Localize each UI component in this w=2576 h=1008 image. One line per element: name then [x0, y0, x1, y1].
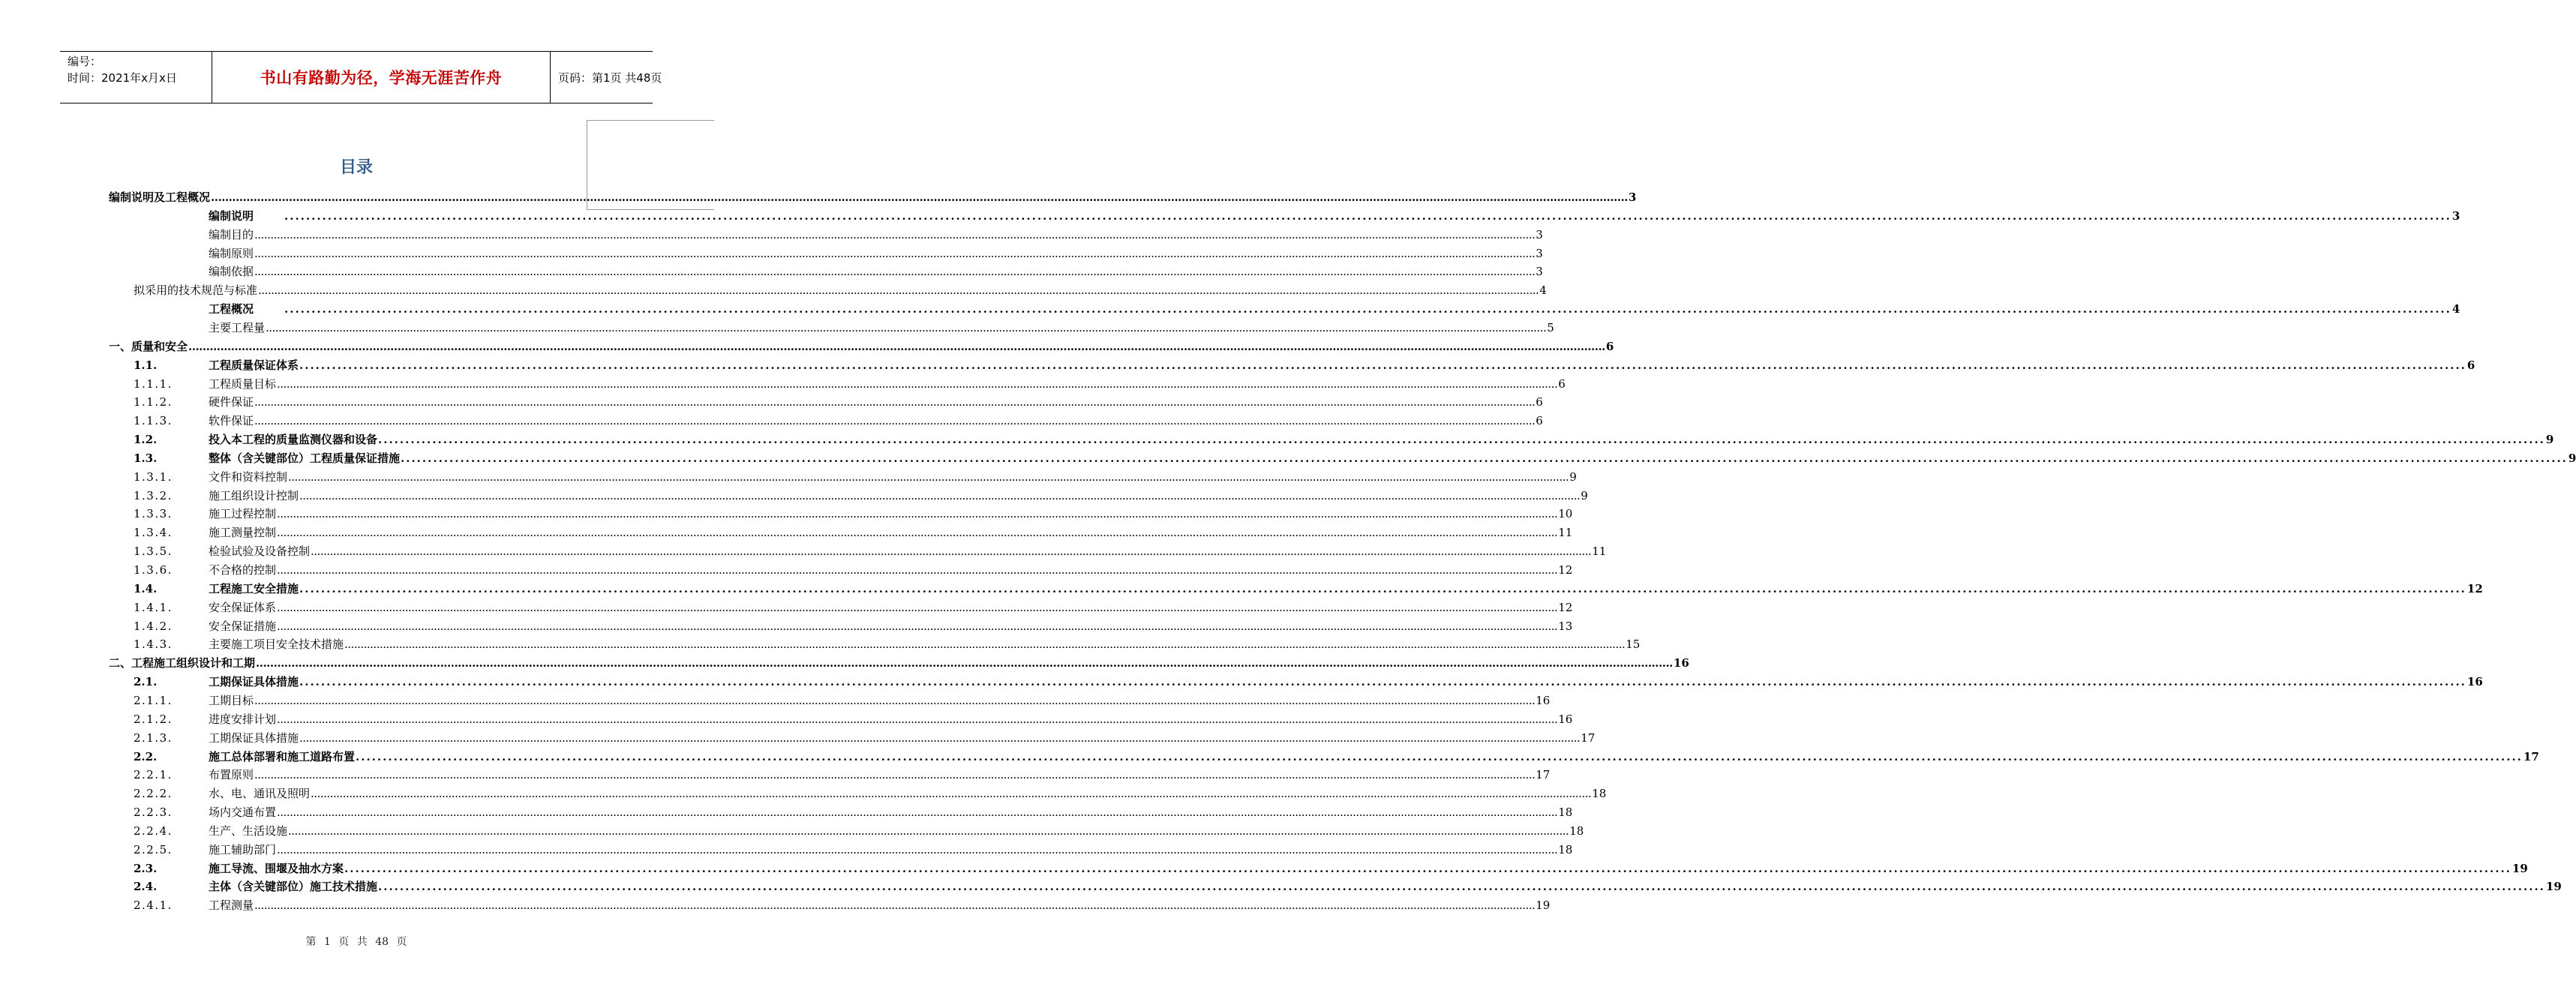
toc-entry-number: 2.1.1.	[134, 693, 173, 707]
toc-entry-page: 9	[2545, 433, 2554, 447]
toc-entry[interactable]	[134, 226, 1543, 244]
toc-entry-number: 2.3.	[134, 861, 158, 875]
toc-entry-number: 1.2.	[134, 433, 158, 447]
toc-entry-title: 检验试验及设备控制	[209, 544, 311, 559]
toc-leader-dots: ................................................................................................................................................................................................................................................................................................................................................................................................................	[311, 787, 1592, 801]
toc-entry-page: 10	[1558, 507, 1573, 521]
toc-entry-page: 9	[2568, 451, 2576, 465]
toc-entry-number: 1.4.1.	[134, 600, 173, 614]
toc-entry[interactable]	[134, 766, 1551, 784]
toc-leader-dots: ................................................................................................................................................................................................................................................................................................................................................................................................................	[284, 302, 2451, 316]
toc-entry[interactable]	[134, 375, 1566, 393]
toc-leader-dots: ................................................................................................................................................................................................................................................................................................................................................................................................................	[254, 395, 1536, 410]
toc-entry-number: 2.1.	[134, 675, 158, 689]
toc-entry-title: 进度安排计划	[209, 712, 277, 726]
toc-entry-number: 1.3.5.	[134, 544, 173, 559]
toc-leader-dots: ................................................................................................................................................................................................................................................................................................................................................................................................................	[277, 806, 1558, 820]
toc-entry[interactable]	[134, 262, 1543, 280]
toc-entry-page: 16	[1558, 712, 1573, 726]
toc-leader-dots: ................................................................................................................................................................................................................................................................................................................................................................................................................	[254, 898, 1536, 913]
toc-entry-title: 不合格的控制	[209, 563, 277, 577]
toc-entry-number: 1.1.2.	[134, 395, 173, 410]
toc-entry-page: 12	[1558, 600, 1573, 614]
toc-entry-title: 施工总体部署和施工道路布置	[209, 749, 356, 764]
toc-entry-number: 2.4.1.	[134, 898, 173, 913]
page-header	[60, 51, 662, 104]
toc-entry-page: 6	[1558, 376, 1566, 391]
toc-entry-title: 工期保证具体措施	[209, 675, 299, 689]
toc-entry-page: 3	[1536, 227, 1543, 242]
toc-entry-page: 3	[1628, 190, 1637, 204]
toc-leader-dots: ................................................................................................................................................................................................................................................................................................................................................................................................................	[211, 190, 1628, 204]
toc-entry-title: 一、质量和安全	[109, 339, 188, 353]
toc-entry[interactable]	[134, 878, 2562, 896]
toc-leader-dots: ................................................................................................................................................................................................................................................................................................................................................................................................................	[277, 600, 1558, 614]
toc-entry-page: 15	[1626, 638, 1641, 652]
toc-entry-title: 工程施工安全措施	[209, 581, 299, 596]
toc-leader-dots: ................................................................................................................................................................................................................................................................................................................................................................................................................	[401, 451, 2568, 465]
toc-entry-number: 1.1.3.	[134, 414, 173, 428]
toc-leader-dots: ................................................................................................................................................................................................................................................................................................................................................................................................................	[277, 526, 1558, 540]
toc-leader-dots: ................................................................................................................................................................................................................................................................................................................................................................................................................	[378, 433, 2545, 447]
toc-entry-page: 19	[2511, 861, 2528, 875]
header-page-number: 页码：第1页 共48页	[558, 70, 662, 85]
toc-entry-page: 16	[1536, 693, 1551, 707]
toc-entry-title: 工期保证具体措施	[209, 730, 299, 745]
toc-entry[interactable]	[109, 338, 1614, 356]
toc-entry-title: 编制说明	[209, 208, 254, 223]
toc-entry[interactable]	[134, 449, 2576, 467]
toc-entry-number: 2.4.	[134, 880, 158, 894]
toc-entry-title: 软件保证	[209, 414, 254, 428]
toc-entry-title: 工程质量目标	[209, 376, 277, 391]
toc-entry-page: 12	[1558, 563, 1573, 577]
toc-entry[interactable]	[134, 412, 1543, 430]
toc-entry-title: 安全保证体系	[209, 600, 277, 614]
toc-entry[interactable]	[134, 468, 1577, 486]
toc-entry-title: 施工过程控制	[209, 507, 277, 521]
toc-entry-number: 2.1.2.	[134, 712, 173, 726]
toc-entry-page: 17	[2523, 749, 2539, 764]
toc-entry[interactable]	[134, 356, 2475, 374]
toc-entry-title: 投入本工程的质量监测仪器和设备	[209, 433, 378, 447]
toc-entry-page: 13	[1558, 619, 1573, 633]
toc-entry-title: 布置原则	[209, 768, 254, 782]
toc-entry-page: 5	[1547, 320, 1554, 334]
toc-entry-number: 2.1.3.	[134, 730, 173, 745]
toc-entry-title: 施工导流、围堰及抽水方案	[209, 861, 344, 875]
toc-leader-dots: ................................................................................................................................................................................................................................................................................................................................................................................................................	[288, 824, 1569, 838]
toc-leader-dots: ................................................................................................................................................................................................................................................................................................................................................................................................................	[378, 880, 2545, 894]
toc-entry-title: 主要施工项目安全技术措施	[209, 638, 344, 652]
toc-leader-dots: ................................................................................................................................................................................................................................................................................................................................................................................................................	[288, 470, 1569, 484]
toc-entry-page: 16	[2466, 675, 2483, 689]
toc-entry-page: 3	[1536, 246, 1543, 260]
toc-entry[interactable]	[134, 896, 1551, 914]
toc-leader-dots: ................................................................................................................................................................................................................................................................................................................................................................................................................	[299, 488, 1581, 502]
toc-leader-dots: ................................................................................................................................................................................................................................................................................................................................................................................................................	[277, 507, 1558, 521]
toc-entry[interactable]	[134, 281, 1547, 299]
toc-entry-title: 文件和资料控制	[209, 470, 288, 484]
toc-entry-page: 18	[1558, 842, 1573, 856]
toc-entry[interactable]	[109, 654, 1689, 672]
toc-entry[interactable]	[134, 598, 1573, 616]
toc-entry-number: 1.3.3.	[134, 507, 173, 521]
toc-entry-title: 二、工程施工组织设计和工期	[109, 656, 256, 670]
toc-entry-title: 硬件保证	[209, 395, 254, 410]
toc-entry-page: 18	[1558, 806, 1573, 820]
toc-leader-dots: ................................................................................................................................................................................................................................................................................................................................................................................................................	[254, 768, 1536, 782]
toc-entry-number: 2.2.5.	[134, 842, 173, 856]
toc-entry-page: 16	[1673, 656, 1689, 670]
toc-entry-title: 工程测量	[209, 898, 254, 913]
toc-leader-dots: ................................................................................................................................................................................................................................................................................................................................................................................................................	[254, 246, 1536, 260]
toc-leader-dots: ................................................................................................................................................................................................................................................................................................................................................................................................................	[311, 544, 1592, 559]
toc-entry[interactable]	[134, 207, 2460, 225]
toc-leader-dots: ................................................................................................................................................................................................................................................................................................................................................................................................................	[254, 414, 1536, 428]
toc-entry[interactable]	[134, 487, 1588, 505]
toc-entry-number: 1.3.1.	[134, 470, 173, 484]
toc-entry-number: 1.3.2.	[134, 488, 173, 502]
toc-entry[interactable]	[134, 524, 1573, 542]
toc-entry-title: 工程质量保证体系	[209, 358, 299, 372]
toc-entry-title: 工期目标	[209, 693, 254, 707]
toc-leader-dots: ................................................................................................................................................................................................................................................................................................................................................................................................................	[188, 339, 1605, 353]
toc-entry-title: 编制原则	[209, 246, 254, 260]
toc-entry[interactable]	[134, 617, 1573, 635]
toc-entry-page: 19	[1536, 898, 1551, 913]
toc-entry[interactable]	[134, 692, 1551, 710]
toc-leader-dots: ................................................................................................................................................................................................................................................................................................................................................................................................................	[277, 619, 1558, 633]
toc-entry-page: 6	[2466, 358, 2475, 372]
toc-entry-number: 2.2.	[134, 749, 158, 764]
toc-entry-number: 1.3.4.	[134, 526, 173, 540]
toc-entry[interactable]	[134, 430, 2554, 448]
toc-entry[interactable]	[134, 729, 1596, 747]
toc-leader-dots: ................................................................................................................................................................................................................................................................................................................................................................................................................	[266, 320, 1547, 334]
toc-entry-title: 施工组织设计控制	[209, 488, 299, 502]
toc-leader-dots: ................................................................................................................................................................................................................................................................................................................................................................................................................	[254, 265, 1536, 279]
toc-entry-title: 编制说明及工程概况	[109, 190, 211, 204]
toc-entry-number: 2.2.2.	[134, 787, 173, 801]
toc-entry-number: 2.2.4.	[134, 824, 173, 838]
toc-entry-number: 1.1.1.	[134, 376, 173, 391]
toc-leader-dots: ................................................................................................................................................................................................................................................................................................................................................................................................................	[254, 227, 1536, 242]
toc-entry-title: 主要工程量	[209, 320, 266, 334]
toc-entry-title: 编制目的	[209, 227, 254, 242]
toc-entry-number: 1.3.	[134, 451, 158, 465]
toc-entry[interactable]	[134, 561, 1573, 579]
toc-leader-dots: ................................................................................................................................................................................................................................................................................................................................................................................................................	[277, 842, 1558, 856]
toc-entry[interactable]	[134, 244, 1543, 262]
toc-title: 目录	[339, 158, 373, 177]
toc-leader-dots: ................................................................................................................................................................................................................................................................................................................................................................................................................	[277, 563, 1558, 577]
toc-entry-page: 3	[1536, 265, 1543, 279]
toc-entry[interactable]	[134, 803, 1573, 821]
toc-entry[interactable]	[134, 748, 2539, 766]
toc-entry-title: 水、电、通讯及照明	[209, 787, 311, 801]
toc-entry-number: 1.4.	[134, 581, 158, 596]
toc-entry-page: 6	[1536, 414, 1543, 428]
toc-entry-page: 18	[1569, 824, 1584, 838]
toc-entry[interactable]	[134, 635, 1641, 653]
toc-entry[interactable]	[134, 860, 2528, 878]
toc-entry[interactable]	[134, 542, 1607, 560]
toc-entry-title: 工程概况	[209, 302, 254, 316]
toc-entry-page: 17	[1536, 768, 1551, 782]
toc-entry[interactable]	[134, 580, 2483, 598]
toc-entry[interactable]	[134, 784, 1607, 802]
toc-entry-number: 1.3.6.	[134, 563, 173, 577]
toc-entry-title: 编制依据	[209, 265, 254, 279]
toc-leader-dots: ................................................................................................................................................................................................................................................................................................................................................................................................................	[277, 376, 1558, 391]
toc-entry-number: 2.2.3.	[134, 806, 173, 820]
toc-leader-dots: ................................................................................................................................................................................................................................................................................................................................................................................................................	[299, 675, 2466, 689]
toc-leader-dots: ................................................................................................................................................................................................................................................................................................................................................................................................................	[299, 358, 2466, 372]
toc-entry-page: 17	[1581, 730, 1596, 745]
toc-leader-dots: ................................................................................................................................................................................................................................................................................................................................................................................................................	[344, 861, 2511, 875]
toc-entry-page: 18	[1592, 787, 1607, 801]
toc-entry-title: 整体（含关键部位）工程质量保证措施	[209, 451, 401, 465]
toc-entry-page: 4	[2451, 302, 2460, 316]
toc-entry[interactable]	[134, 393, 1543, 411]
toc-entry-page: 6	[1536, 395, 1543, 410]
toc-entry-page: 12	[2466, 581, 2483, 596]
toc-leader-dots: ................................................................................................................................................................................................................................................................................................................................................................................................................	[256, 656, 1673, 670]
toc-entry-number: 1.4.3.	[134, 638, 173, 652]
header-meta	[60, 52, 212, 103]
toc-entry-page: 3	[2451, 208, 2460, 223]
toc-entry[interactable]	[134, 505, 1573, 523]
toc-entry-page: 11	[1592, 544, 1607, 559]
toc-leader-dots: ................................................................................................................................................................................................................................................................................................................................................................................................................	[258, 284, 1539, 298]
toc-entry-page: 9	[1581, 488, 1588, 502]
toc-entry[interactable]	[134, 319, 1554, 337]
toc-entry-title: 拟采用的技术规范与标准	[134, 284, 258, 298]
toc-entry-page: 6	[1605, 339, 1614, 353]
toc-entry-page: 11	[1558, 526, 1573, 540]
toc-leader-dots: ................................................................................................................................................................................................................................................................................................................................................................................................................	[344, 638, 1626, 652]
document-date: 时间：2021年x月x日	[68, 71, 177, 85]
toc-entry-page: 19	[2545, 880, 2562, 894]
toc-entry[interactable]	[109, 188, 1637, 206]
toc-entry-page: 9	[1569, 470, 1577, 484]
toc-entry-number: 1.1.	[134, 358, 158, 372]
toc-entry-title: 生产、生活设施	[209, 824, 288, 838]
toc-entry-page: 4	[1539, 284, 1547, 298]
toc-entry-title: 安全保证措施	[209, 619, 277, 633]
toc-entry-number: 2.2.1.	[134, 768, 173, 782]
page-footer: 第 1 页 共 48 页	[305, 936, 407, 948]
toc-leader-dots: ................................................................................................................................................................................................................................................................................................................................................................................................................	[254, 693, 1536, 707]
toc-entry-number: 1.4.2.	[134, 619, 173, 633]
toc-leader-dots: ................................................................................................................................................................................................................................................................................................................................................................................................................	[356, 749, 2523, 764]
toc-entry[interactable]	[134, 841, 1573, 859]
toc-entry[interactable]	[134, 673, 2483, 691]
toc-entry-title: 施工辅助部门	[209, 842, 277, 856]
toc-entry-title: 主体（含关键部位）施工技术措施	[209, 880, 378, 894]
toc-leader-dots: ................................................................................................................................................................................................................................................................................................................................................................................................................	[277, 712, 1558, 726]
document-number-label: 编号：	[68, 55, 102, 68]
toc-entry[interactable]	[134, 300, 2460, 318]
toc-entry-title: 场内交通布置	[209, 806, 277, 820]
toc-entry-title: 施工测量控制	[209, 526, 277, 540]
header-motto: 书山有路勤为径，学海无涯苦作舟	[212, 52, 551, 103]
toc-leader-dots: ................................................................................................................................................................................................................................................................................................................................................................................................................	[299, 581, 2466, 596]
toc-entry[interactable]	[134, 822, 1584, 840]
toc-leader-dots: ................................................................................................................................................................................................................................................................................................................................................................................................................	[284, 208, 2451, 223]
toc-leader-dots: ................................................................................................................................................................................................................................................................................................................................................................................................................	[299, 730, 1581, 745]
toc-entry[interactable]	[134, 710, 1573, 728]
